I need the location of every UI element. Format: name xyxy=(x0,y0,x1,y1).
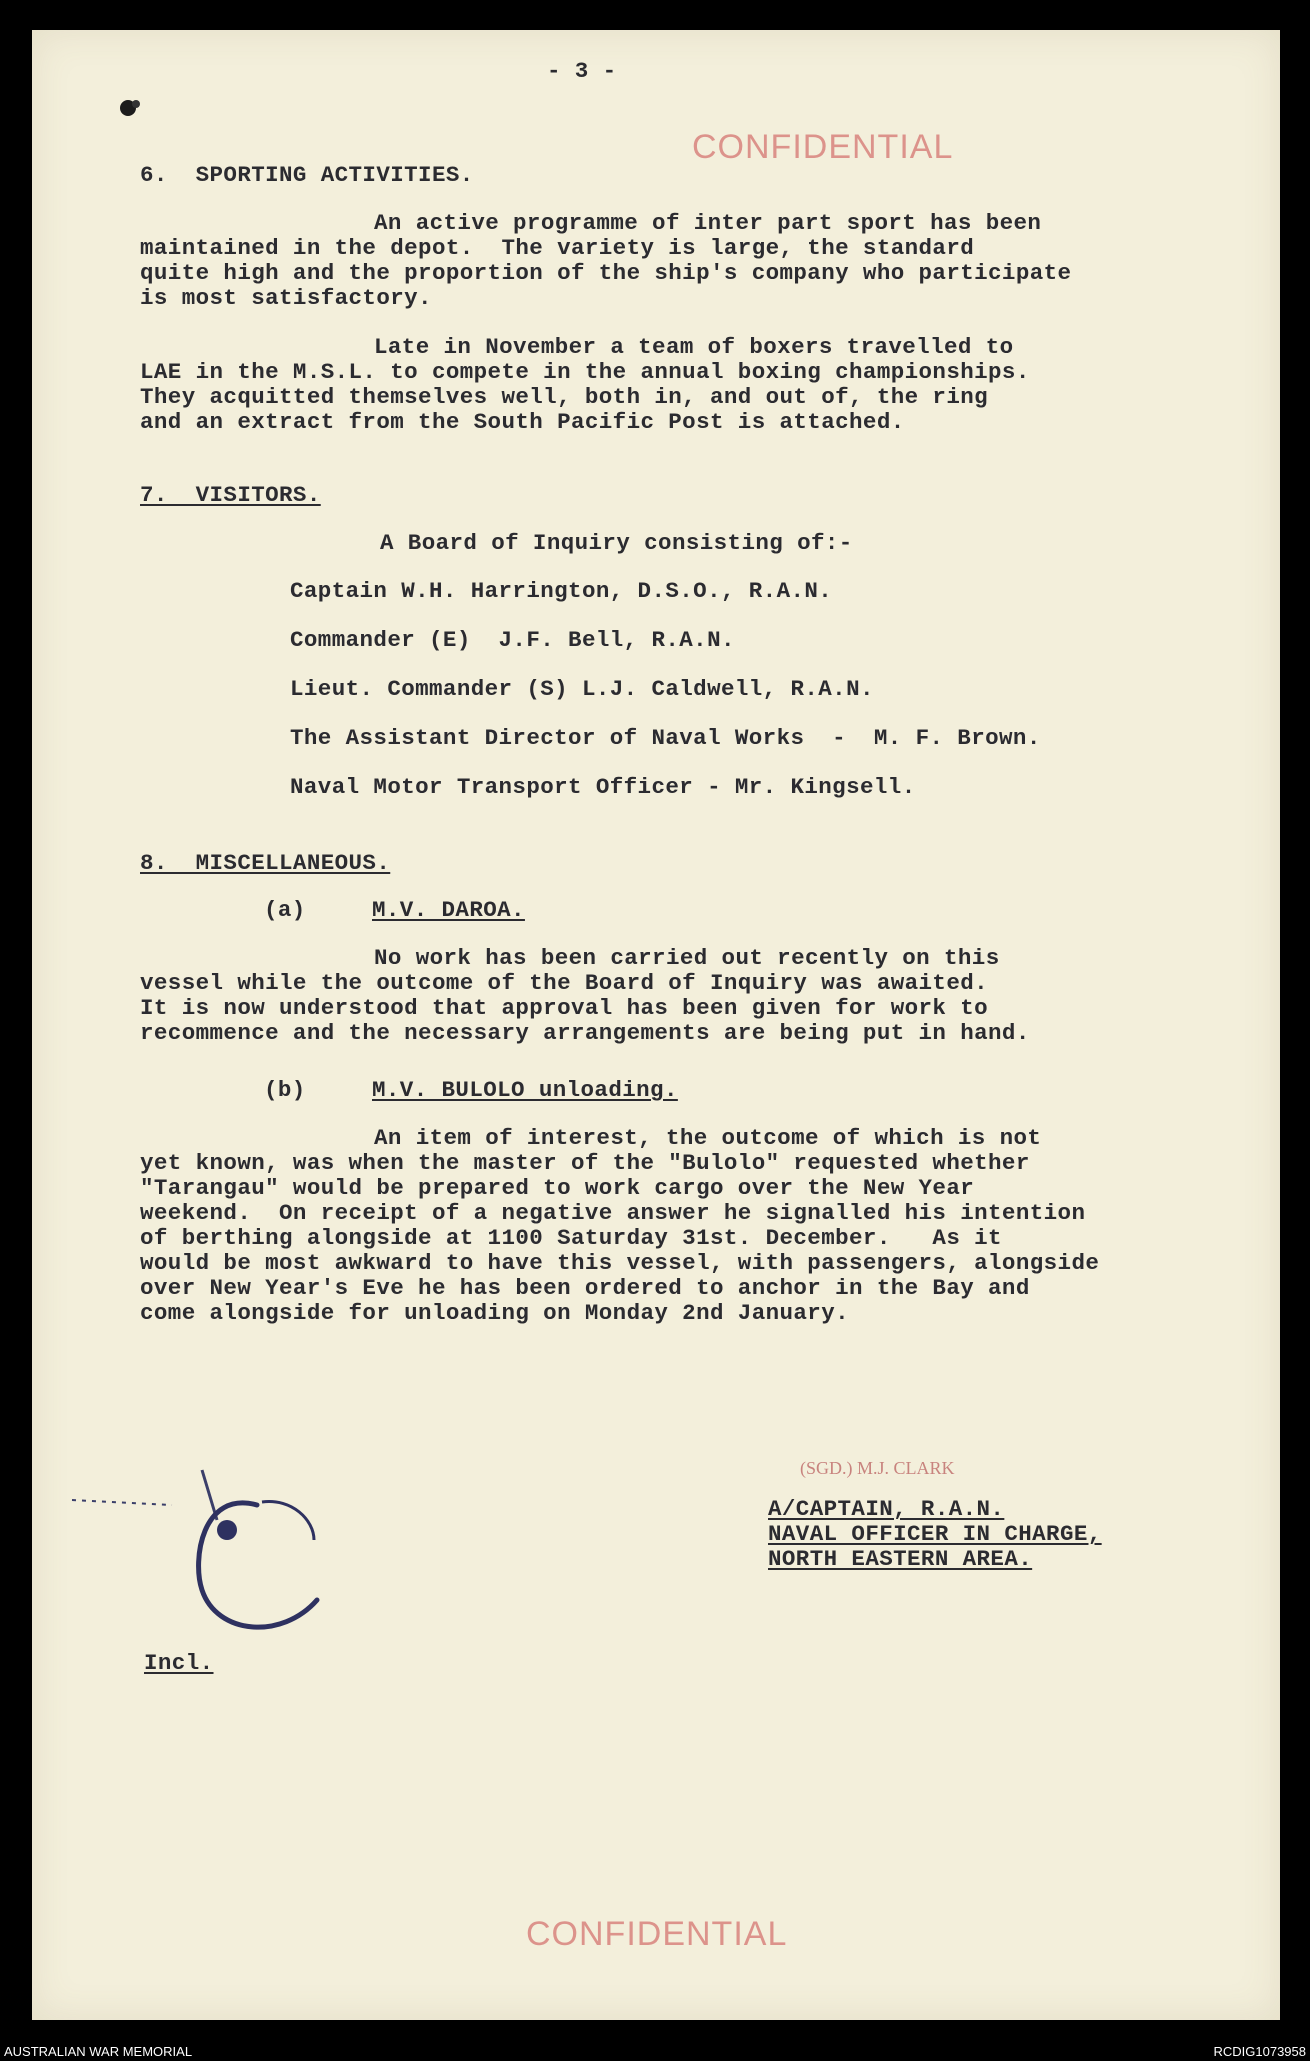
board-member: Commander (E) J.F. Bell, R.A.N. xyxy=(290,627,735,653)
item-b-title: M.V. BULOLO unloading. xyxy=(372,1077,678,1103)
signature-rank: A/CAPTAIN, R.A.N. xyxy=(768,1496,1005,1522)
item-a-label: (a) xyxy=(264,897,306,923)
ink-blot xyxy=(112,90,152,130)
board-member: Captain W.H. Harrington, D.S.O., R.A.N. xyxy=(290,578,833,604)
item-a-title: M.V. DAROA. xyxy=(372,897,525,923)
page-number: - 3 - xyxy=(547,58,617,84)
enclosure-note: Incl. xyxy=(144,1650,214,1676)
footer-source: AUSTRALIAN WAR MEMORIAL xyxy=(4,2044,193,2059)
board-member: The Assistant Director of Naval Works - M. F. Brown. xyxy=(290,725,1041,751)
board-intro: A Board of Inquiry consisting of:- xyxy=(380,530,853,556)
document-page: - 3 - CONFIDENTIAL 6. SPORTING ACTIVITIES. An active programme of inter part sport has been maintained in the depot. The variety is large, the standard quite high and the proportion of the ship's company who participate is most satisfactory. Late in November a team of boxers travelled to LAE in the M.S.L. to compete in the annual boxing championships. They acquitted themselves well, both in, and out of, the ring and an extract from the South Pacific Post is attached. 7. VISITORS. A Board of Inquiry consisting of:- Captain W.H. Harrington, D.S.O., R.A.N. Commander (E) J.F. Bell, R.A.N. Lieut. Commander (S) L.J. Caldwell, R.A.N. The Assistant Director of Naval Works - M. F. Brown. Naval Motor Transport Officer - Mr. Kingsell. 8. MISCELLANEOUS. (a) M.V. DAROA. No work has been carried out recently on this vessel while the outcome of the Board of Inquiry was awaited. It is now understood that approval has been given for work to recommence and the necessary arrangements are being put in hand. (b) M.V. BULOLO unloading. An item of interest, the outcome of which is not yet known, was when the master of the "Bulolo" requested whether "Tarangau" would be prepared to work cargo over the New Year weekend. On receipt of a negative answer he signalled his intention of berthing alongside at 1100 Saturday 31st. December. As it would be most awkward to have this vessel, with passengers, alongside over New Year's Eve he has been ordered to anchor in the Bay and come alongside for unloading on Monday 2nd January. (SGD.) M.J. CLARK A/CAPTAIN, R.A.N. NAVAL OFFICER IN CHARGE, NORTH EASTERN AREA. Incl. CONFIDENTIAL xyxy=(32,30,1280,2020)
section-7-heading: 7. VISITORS. xyxy=(140,482,321,508)
confidential-stamp-bottom: CONFIDENTIAL xyxy=(526,1915,788,1953)
signature-title: NAVAL OFFICER IN CHARGE, xyxy=(768,1521,1102,1547)
footer-id: RCDIG1073958 xyxy=(1213,2044,1306,2059)
ink-circle-mark xyxy=(52,1410,352,1670)
board-member: Naval Motor Transport Officer - Mr. Kingsell. xyxy=(290,774,916,800)
section-6-heading: 6. SPORTING ACTIVITIES. xyxy=(140,162,474,188)
section-8-heading: 8. MISCELLANEOUS. xyxy=(140,850,391,876)
board-member: Lieut. Commander (S) L.J. Caldwell, R.A.N. xyxy=(290,676,874,702)
item-b-label: (b) xyxy=(264,1077,306,1103)
signed-by: (SGD.) M.J. CLARK xyxy=(800,1458,955,1478)
confidential-stamp-top: CONFIDENTIAL xyxy=(692,128,954,166)
signature-area: NORTH EASTERN AREA. xyxy=(768,1546,1033,1572)
